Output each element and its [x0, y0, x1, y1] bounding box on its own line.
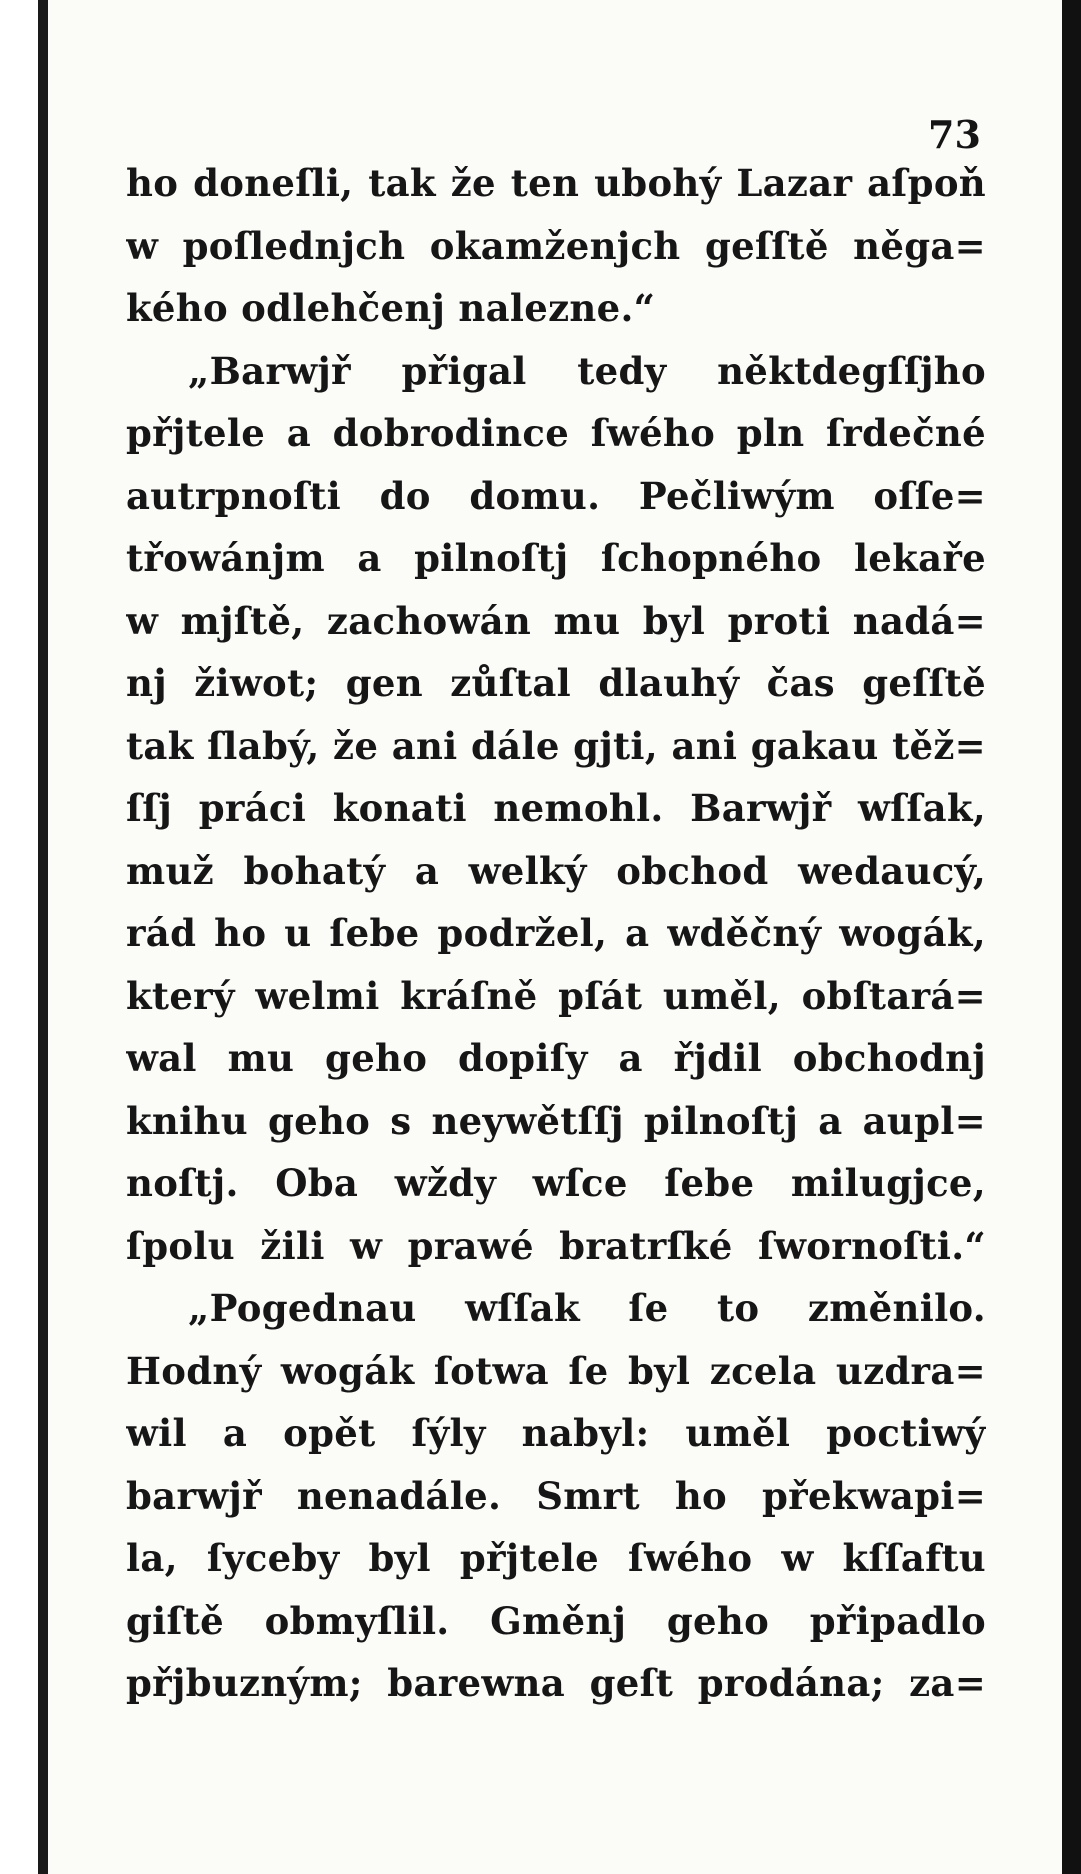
word: prawé	[407, 1223, 534, 1268]
word: geſſtě	[862, 661, 986, 705]
word: pilnoſtj	[643, 1098, 799, 1143]
word: a	[286, 411, 311, 455]
word: welký	[468, 848, 587, 893]
text-line	[126, 1402, 986, 1465]
word: dobrodince	[332, 411, 570, 455]
word: ſebe	[329, 911, 420, 955]
word: bohatý	[243, 848, 386, 893]
word: ſwornoſti.“	[757, 1223, 986, 1268]
word: dopiſy	[458, 1036, 588, 1080]
word: nenadále.	[296, 1473, 502, 1518]
word: s	[390, 1098, 412, 1143]
text-line	[126, 777, 986, 840]
word: giſtě	[126, 1598, 224, 1643]
scan-right-edge	[1062, 0, 1081, 1874]
word: la,	[126, 1536, 178, 1580]
word: tak	[126, 723, 194, 768]
text-line: kého odlehčenj nalezne.“	[126, 286, 656, 330]
text-line	[126, 1340, 986, 1403]
text-line	[126, 1215, 986, 1278]
word: prodána;	[697, 1661, 885, 1705]
word: tedy	[577, 348, 667, 393]
word: žiwot;	[194, 661, 319, 705]
word: změnilo.	[807, 1286, 986, 1330]
word: proti	[727, 598, 831, 643]
word: Barwjř	[690, 786, 832, 830]
word: těž=	[892, 723, 986, 768]
word: mjſtě,	[180, 598, 305, 643]
word: přjtele	[126, 411, 266, 455]
word: řjdil	[673, 1036, 762, 1080]
word: žili	[260, 1223, 325, 1268]
text-line	[126, 652, 986, 715]
word: wogák,	[839, 911, 986, 955]
word: Smrt	[536, 1473, 640, 1518]
text-line	[126, 152, 986, 215]
word: zůſtal	[450, 661, 571, 705]
word: a	[618, 1036, 643, 1080]
word: obſtará=	[801, 973, 986, 1018]
word: že	[450, 161, 496, 205]
word: welmi	[255, 973, 380, 1018]
word: že	[333, 723, 379, 768]
word: tak	[368, 161, 436, 205]
word: obchod	[616, 848, 769, 893]
word: připadlo	[809, 1598, 986, 1643]
word: lekaře	[853, 536, 986, 580]
word: noſtj.	[126, 1161, 239, 1205]
word: milugjce,	[790, 1161, 986, 1205]
word: oſſe=	[873, 473, 986, 518]
word: nj	[126, 661, 167, 705]
word: Gměnj	[490, 1598, 627, 1643]
word: domu.	[469, 473, 601, 518]
word: wždy	[394, 1161, 497, 1205]
word: opět	[283, 1411, 376, 1455]
text-line	[126, 902, 986, 965]
word: knihu	[126, 1098, 248, 1143]
word: wal	[126, 1036, 197, 1080]
word: poſlednjch	[182, 223, 406, 268]
word: w	[126, 223, 159, 268]
word: geho	[267, 1098, 371, 1143]
text-line	[126, 465, 986, 528]
word: gakau	[750, 723, 879, 768]
word: kráſně	[400, 973, 538, 1018]
text-line	[126, 1152, 986, 1215]
word: doneſli,	[193, 161, 354, 205]
word: neywětſſj	[431, 1098, 624, 1143]
word: ani	[671, 723, 738, 768]
text-line	[126, 590, 986, 653]
word: do	[379, 473, 431, 518]
word: ſotwa	[433, 1348, 549, 1393]
word: nabyl:	[521, 1411, 650, 1455]
word: ho	[214, 911, 267, 955]
text-line	[126, 1090, 986, 1153]
word: ſrdečné	[826, 411, 986, 455]
text-line	[126, 1027, 986, 1090]
word: gen	[345, 661, 423, 705]
word: zcela	[709, 1348, 817, 1393]
scan-binding-edge	[38, 0, 48, 1874]
word: ſebe	[664, 1161, 755, 1205]
word: to	[717, 1286, 760, 1330]
word: u	[284, 911, 312, 955]
left-margin	[0, 0, 38, 1874]
word: čas	[766, 661, 835, 705]
word: wil	[126, 1411, 187, 1455]
word: geſt	[589, 1661, 674, 1705]
text-line	[126, 527, 986, 590]
word: obchodnj	[792, 1036, 986, 1080]
word: ho	[674, 1473, 728, 1518]
text-line	[126, 1465, 986, 1528]
word: aſpoň	[867, 161, 986, 205]
word: obmyſlil.	[264, 1598, 450, 1643]
word: ſe	[568, 1348, 609, 1393]
text-line	[126, 402, 986, 465]
page-number: 73	[928, 112, 981, 157]
word: ani	[391, 723, 458, 768]
word: podržel,	[437, 911, 608, 955]
word: Oba	[275, 1161, 359, 1205]
word: mu	[227, 1036, 295, 1080]
word: ubohý	[594, 161, 722, 205]
word: barwjř	[126, 1473, 262, 1518]
word: ſýly	[411, 1411, 486, 1455]
word: třowánjm	[126, 536, 325, 580]
word: bratrſké	[559, 1223, 733, 1268]
word: aupl=	[862, 1098, 986, 1143]
word: wſce	[532, 1161, 628, 1205]
word: nadá=	[852, 598, 986, 643]
text-line	[126, 1527, 986, 1590]
book-page	[48, 0, 1062, 1874]
page-text-block	[126, 152, 986, 1715]
word: okamženjch	[429, 223, 681, 268]
word: pln	[736, 411, 805, 455]
word: w	[350, 1223, 383, 1268]
word: ſyceby	[206, 1536, 340, 1580]
word: uměl,	[662, 973, 781, 1018]
word: přjbuzným;	[126, 1661, 363, 1705]
word: Lazar	[736, 161, 853, 205]
word: rád	[126, 911, 197, 955]
text-line	[126, 1652, 986, 1715]
word: „Barwjř	[188, 348, 351, 393]
text-line	[126, 1277, 986, 1340]
word: dále	[471, 723, 560, 768]
word: dlauhý	[598, 661, 740, 705]
word: něktdegſſjho	[717, 348, 986, 393]
word: wſſak	[465, 1286, 580, 1330]
word: mu	[553, 598, 621, 643]
word: kſſaftu	[842, 1536, 986, 1580]
word: geho	[325, 1036, 428, 1080]
text-line	[126, 715, 986, 778]
word: gjti,	[573, 723, 658, 768]
word: konati	[332, 786, 467, 830]
word: byl	[642, 598, 706, 643]
word: ten	[510, 161, 580, 205]
word: wděčný	[667, 911, 822, 955]
word: ſlabý,	[207, 723, 320, 768]
word: ſpolu	[126, 1223, 235, 1268]
word: wedaucý,	[798, 848, 986, 893]
word: uzdra=	[835, 1348, 986, 1393]
word: „Pogednau	[188, 1286, 417, 1330]
word: Hodný	[126, 1348, 262, 1393]
word: za=	[909, 1661, 986, 1705]
text-line	[126, 840, 986, 903]
word: uměl	[685, 1411, 791, 1455]
word: ſwého	[627, 1536, 753, 1580]
word: Pečliwým	[638, 473, 835, 518]
word: ſwého	[590, 411, 716, 455]
word: byl	[368, 1536, 431, 1580]
word: autrpnoſti	[126, 473, 341, 518]
word: ſſj	[126, 786, 173, 830]
text-line	[126, 215, 986, 278]
word: poctiwý	[826, 1411, 986, 1455]
word: pſát	[558, 973, 643, 1018]
word: nemohl.	[493, 786, 664, 830]
word: překwapi=	[762, 1473, 986, 1518]
word: barewna	[387, 1661, 566, 1705]
word: práci	[198, 786, 307, 830]
text-line	[126, 965, 986, 1028]
word: přigal	[401, 348, 527, 393]
word: a	[625, 911, 650, 955]
text-line	[126, 1590, 986, 1653]
word: ho	[126, 161, 179, 205]
word: a	[818, 1098, 843, 1143]
word: ſchopného	[600, 536, 822, 580]
word: pilnoſtj	[414, 536, 569, 580]
word: a	[222, 1411, 248, 1455]
word: geho	[666, 1598, 770, 1643]
word: byl	[627, 1348, 691, 1393]
word: přjtele	[459, 1536, 599, 1580]
word: a	[414, 848, 440, 893]
word: wſſak,	[858, 786, 986, 830]
word: ſe	[628, 1286, 669, 1330]
word: w	[781, 1536, 814, 1580]
text-line	[126, 340, 986, 403]
word: muž	[126, 848, 214, 893]
word: geſſtě	[704, 223, 829, 268]
word: něga=	[853, 223, 986, 268]
word: w	[126, 598, 159, 643]
word: a	[357, 536, 382, 580]
word: wogák	[280, 1348, 415, 1393]
word: který	[126, 973, 235, 1018]
word: zachowán	[326, 598, 532, 643]
